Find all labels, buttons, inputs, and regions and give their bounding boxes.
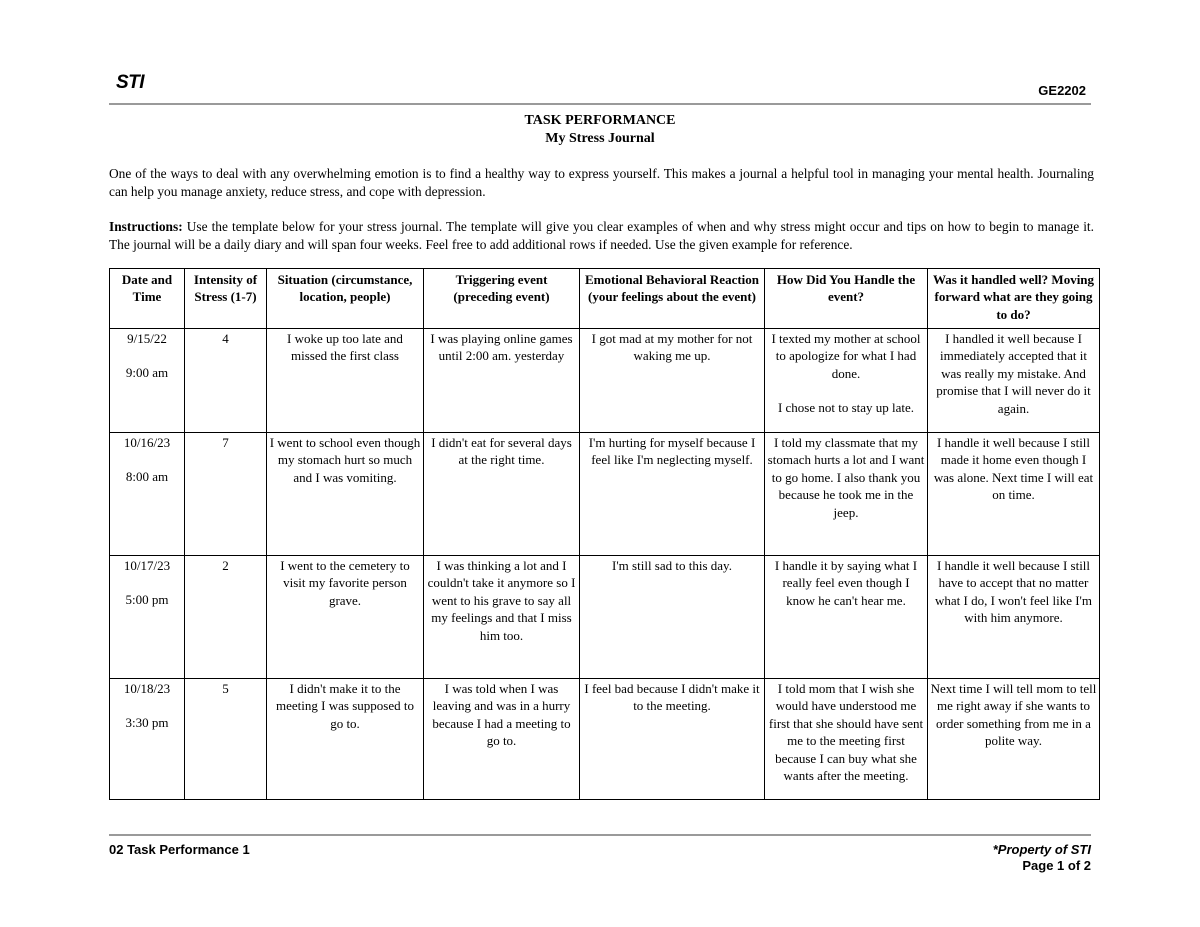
instructions-paragraph xyxy=(109,218,1094,253)
evaluation-cell: I handle it well because I still made it home even though I was alone. Next time I will eat on time. xyxy=(928,433,1100,556)
handled-text: I texted my mother at school to apologize for what I had done. xyxy=(771,331,921,381)
intensity-cell: 7 xyxy=(185,433,267,556)
trigger-cell: I didn't eat for several days at the right time. xyxy=(424,433,580,556)
header-evaluation: Was it handled well? Moving forward what are they going to do? xyxy=(928,269,1100,329)
intensity-cell: 5 xyxy=(185,679,267,800)
handled-cell xyxy=(765,329,928,433)
evaluation-cell: Next time I will tell mom to tell me right away if she wants to order something from me in a polite way. xyxy=(928,679,1100,800)
time-text: 9:00 am xyxy=(125,365,169,381)
header-handled: How Did You Handle the event? xyxy=(765,269,928,329)
situation-cell: I went to school even though my stomach hurt so much and I was vomiting. xyxy=(267,433,424,556)
table-row xyxy=(110,556,1100,679)
footer-task-label: 02 Task Performance 1 xyxy=(109,842,250,857)
table-row xyxy=(110,433,1100,556)
course-code: GE2202 xyxy=(1038,83,1086,98)
handled-cell: I told my classmate that my stomach hurts a lot and I want to go home. I also thank you because he took me in the jeep. xyxy=(765,433,928,556)
footer-right xyxy=(993,842,1091,874)
header-intensity: Intensity of Stress (1-7) xyxy=(185,269,267,329)
handled-cell: I handle it by saying what I really feel even though I know he can't hear me. xyxy=(765,556,928,679)
situation-cell: I went to the cemetery to visit my favorite person grave. xyxy=(267,556,424,679)
date-text: 10/17/23 xyxy=(123,558,171,573)
sti-logo: STI xyxy=(116,72,145,93)
date-text: 10/16/23 xyxy=(123,435,171,450)
evaluation-cell: I handled it well because I immediately accepted that it was really my mistake. And promise that I will never do it again. xyxy=(928,329,1100,433)
intensity-cell: 2 xyxy=(185,556,267,679)
table-header-row xyxy=(110,269,1100,329)
header-reaction: Emotional Behavioral Reaction (your feelings about the event) xyxy=(580,269,765,329)
date-time-cell xyxy=(110,556,185,679)
stress-journal-table xyxy=(109,268,1100,800)
header-date-time: Date and Time xyxy=(110,269,185,329)
evaluation-cell: I handle it well because I still have to accept that no matter what I do, I won't feel like I'm with him anymore. xyxy=(928,556,1100,679)
time-text: 5:00 pm xyxy=(125,592,169,608)
reaction-cell: I'm still sad to this day. xyxy=(580,556,765,679)
table-row xyxy=(110,679,1100,800)
handled-extra-text: I chose not to stay up late. xyxy=(777,400,915,416)
trigger-cell: I was thinking a lot and I couldn't take it anymore so I went to his grave to say all my feelings and that I miss him too. xyxy=(424,556,580,679)
instructions-label: Instructions: xyxy=(109,219,183,234)
header-situation: Situation (circumstance, location, people) xyxy=(267,269,424,329)
reaction-cell: I'm hurting for myself because I feel like I'm neglecting myself. xyxy=(580,433,765,556)
trigger-cell: I was playing online games until 2:00 am. yesterday xyxy=(424,329,580,433)
instructions-text: Use the template below for your stress journal. The template will give you clear examples of when and why stress might occur and tips on how to begin to manage it. The journal will be a daily diary and will span four weeks. Feel free to add additional rows if needed. Use the given example for reference. xyxy=(109,219,1094,252)
date-text: 10/18/23 xyxy=(123,681,171,696)
document-title: TASK PERFORMANCE xyxy=(524,113,676,128)
time-text: 3:30 pm xyxy=(125,715,169,731)
date-text: 9/15/22 xyxy=(127,331,167,346)
time-text: 8:00 am xyxy=(125,469,169,485)
trigger-cell: I was told when I was leaving and was in a hurry because I had a meeting to go to. xyxy=(424,679,580,800)
date-time-cell xyxy=(110,433,185,556)
document-subtitle: My Stress Journal xyxy=(545,131,655,146)
date-time-cell xyxy=(110,679,185,800)
footer-page-number: Page 1 of 2 xyxy=(1022,858,1091,873)
situation-cell: I woke up too late and missed the first class xyxy=(267,329,424,433)
header-trigger: Triggering event (preceding event) xyxy=(424,269,580,329)
intro-paragraph: One of the ways to deal with any overwhelming emotion is to find a healthy way to express yourself. This makes a journal a helpful tool in managing your mental health. Journaling can help you manage anxiety, reduce stress, and cope with depression. xyxy=(109,166,1094,199)
situation-cell: I didn't make it to the meeting I was supposed to go to. xyxy=(267,679,424,800)
handled-cell: I told mom that I wish she would have understood me first that she should have sent me to the meeting first because I can buy what she wants after the meeting. xyxy=(765,679,928,800)
footer-property: *Property of STI xyxy=(992,842,1091,857)
footer-divider xyxy=(109,834,1091,836)
date-time-cell xyxy=(110,329,185,433)
header-divider xyxy=(109,103,1091,105)
intensity-cell: 4 xyxy=(185,329,267,433)
table-row xyxy=(110,329,1100,433)
reaction-cell: I feel bad because I didn't make it to the meeting. xyxy=(580,679,765,800)
reaction-cell: I got mad at my mother for not waking me up. xyxy=(580,329,765,433)
